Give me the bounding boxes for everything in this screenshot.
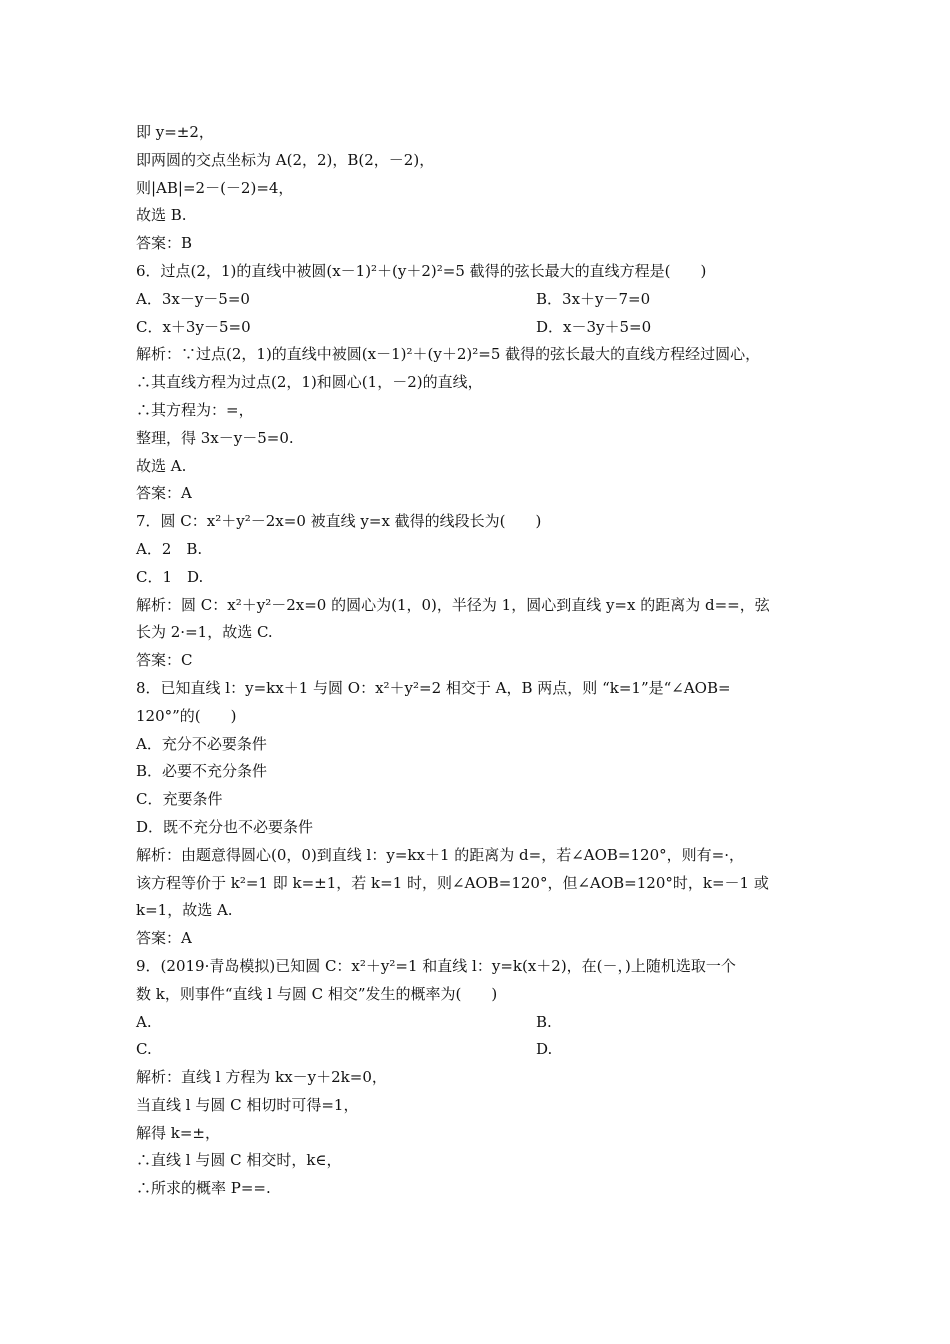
- text-line: B．必要不充分条件: [136, 762, 268, 781]
- text-line: 6．过点(2，1)的直线中被圆(x－1)²＋(y＋2)²=5 截得的弦长最大的直线方程是( ): [136, 261, 707, 280]
- option-right: D.: [536, 1040, 553, 1059]
- text-line: 9．(2019·青岛模拟)已知圆 C：x²＋y²=1 和直线 l：y=k(x＋2)，在(－，)上随机选取一个: [136, 956, 736, 975]
- text-line: ∴其方程为：=，: [136, 400, 254, 419]
- text-line: 故选 B.: [136, 206, 187, 225]
- text-line: 7．圆 C：x²＋y²－2x=0 被直线 y=x 截得的线段长为( ): [136, 512, 542, 531]
- text-line: 解析：由题意得圆心(0，0)到直线 l：y=kx＋1 的距离为 d=，若∠AOB=120°，则有=·，: [136, 845, 744, 864]
- text-line: A．2 B.: [136, 539, 203, 558]
- text-line: 答案：C: [136, 651, 193, 670]
- text-line: 解析：圆 C：x²＋y²－2x=0 的圆心为(1，0)，半径为 1，圆心到直线 y=x 的距离为 d==，弦: [136, 595, 770, 614]
- options-row: [136, 286, 816, 314]
- options-row: [136, 1036, 816, 1064]
- option-right: B.: [536, 1012, 552, 1031]
- text-line: A．充分不必要条件: [136, 734, 267, 753]
- option-left: C.: [136, 1040, 152, 1059]
- text-line: 即 y=±2，: [136, 123, 214, 141]
- option-left: A.: [136, 1012, 152, 1031]
- text-line: 解得 k=±，: [136, 1123, 220, 1142]
- text-line: C．充要条件: [136, 790, 223, 809]
- text-line: 解析：∵过点(2，1)的直线中被圆(x－1)²＋(y＋2)²=5 截得的弦长最大的直线方程经过圆心，: [136, 345, 761, 364]
- text-line: 当直线 l 与圆 C 相切时可得=1，: [136, 1095, 359, 1114]
- option-left: A．3x－y－5=0: [136, 289, 250, 308]
- text-line: 答案：B: [136, 234, 193, 253]
- text-line: D．既不充分也不必要条件: [136, 817, 314, 836]
- text-line: 数 k，则事件“直线 l 与圆 C 相交”发生的概率为( ): [136, 984, 498, 1003]
- text-line: 该方程等价于 k²=1 即 k=±1，若 k=1 时，则∠AOB=120°，但∠AOB=120°时，k=－1 或: [136, 873, 769, 892]
- document-page: [136, 119, 816, 1203]
- text-line: 答案：A: [136, 929, 192, 948]
- text-line: ∴所求的概率 P==.: [136, 1179, 271, 1198]
- option-right: B．3x＋y－7=0: [536, 289, 651, 308]
- text-line: 整理，得 3x－y－5=0.: [136, 428, 294, 447]
- options-row: [136, 314, 816, 342]
- text-line: 120°”的( ): [136, 706, 237, 725]
- text-line: 答案：A: [136, 484, 192, 503]
- text-line: 解析：直线 l 方程为 kx－y＋2k=0，: [136, 1068, 387, 1087]
- text-line: 长为 2·=1，故选 C.: [136, 623, 273, 642]
- text-line: 故选 A.: [136, 456, 187, 475]
- text-line: C．1 D.: [136, 567, 204, 586]
- text-line: ∴直线 l 与圆 C 相交时，k∈，: [136, 1151, 342, 1170]
- text-line: 即两圆的交点坐标为 A(2，2)，B(2，－2)，: [136, 150, 435, 169]
- option-right: D．x－3y＋5=0: [536, 317, 652, 336]
- text-line: ∴其直线方程为过点(2，1)和圆心(1，－2)的直线，: [136, 373, 483, 392]
- text-line: k=1，故选 A.: [136, 901, 233, 920]
- text-line: 则|AB|=2－(－2)=4，: [136, 178, 294, 197]
- option-left: C．x＋3y－5=0: [136, 317, 251, 336]
- text-line: 8．已知直线 l：y=kx＋1 与圆 O：x²＋y²=2 相交于 A，B 两点，则 “k=1”是“∠AOB=: [136, 678, 731, 697]
- options-row: [136, 1009, 816, 1037]
